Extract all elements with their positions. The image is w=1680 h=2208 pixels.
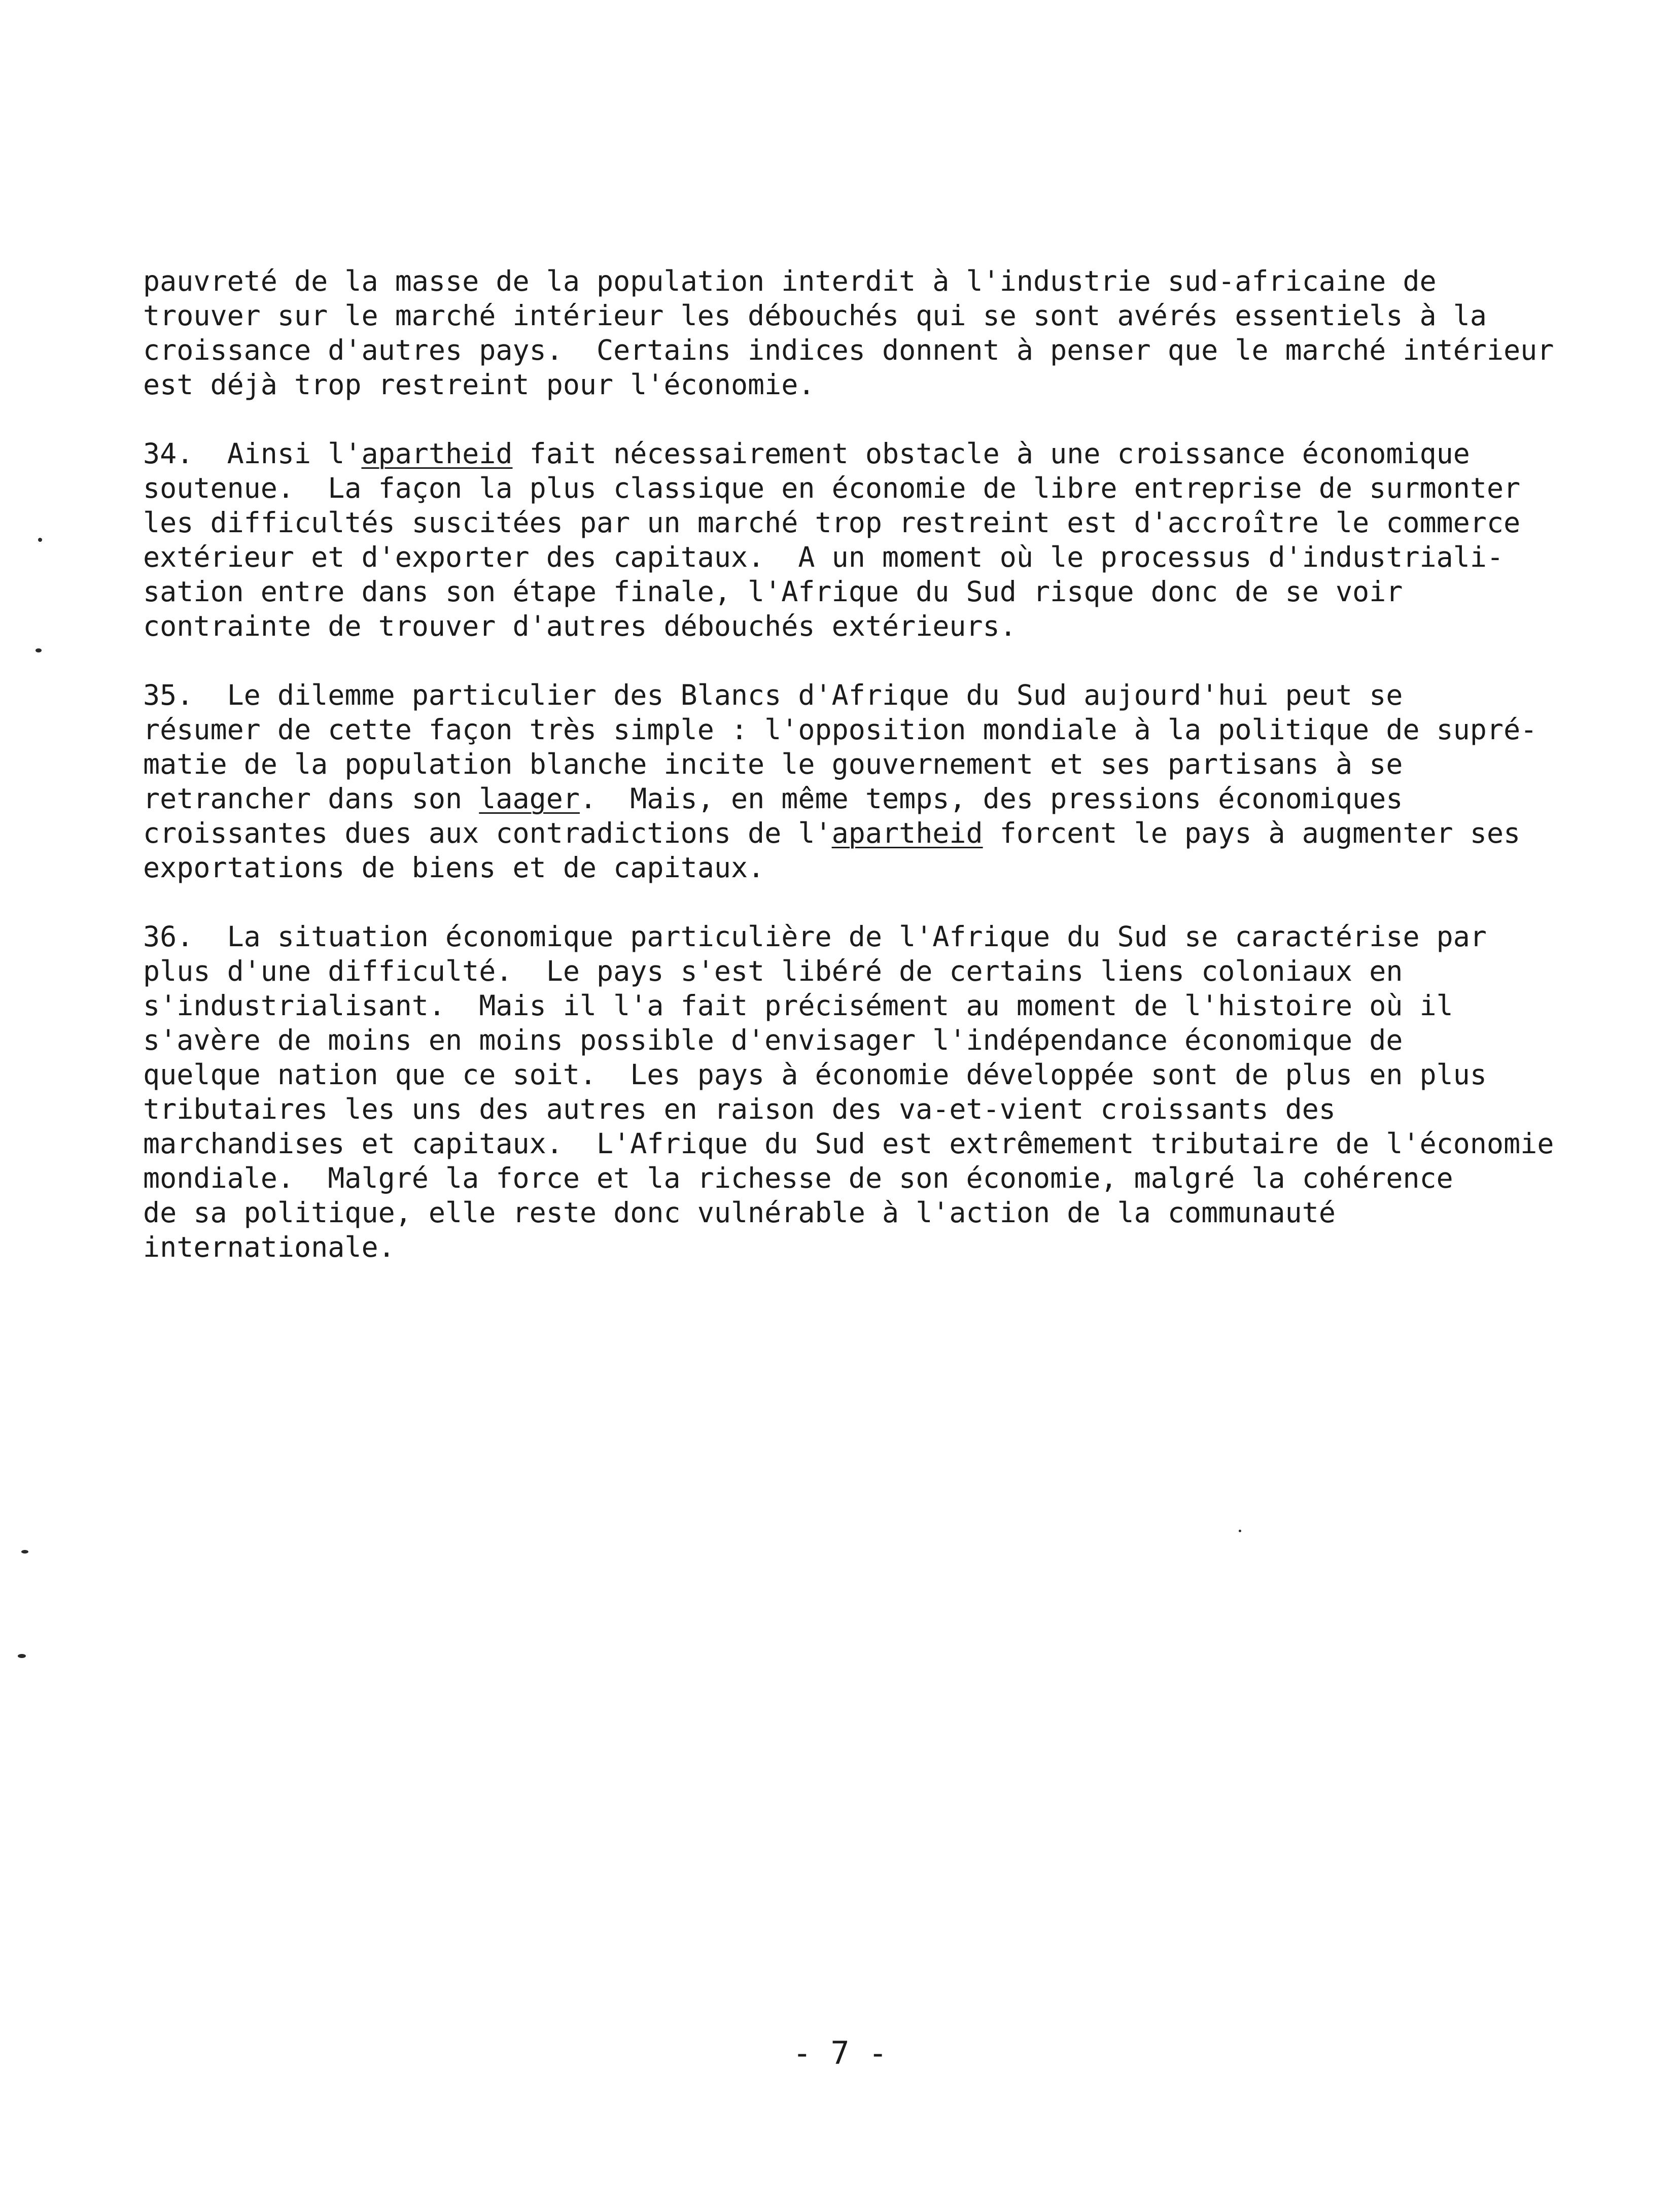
text-line: soutenue. La façon la plus classique en économie de libre entreprise de surmonter — [143, 472, 1521, 504]
text-line: quelque nation que ce soit. Les pays à économie développée sont de plus en plus — [143, 1058, 1487, 1091]
underlined-term: apartheid — [361, 437, 513, 470]
text-line: marchandises et capitaux. L'Afrique du Sud est extrêmement tributaire de l'économie — [143, 1127, 1554, 1160]
text-line: internationale. — [143, 1231, 395, 1263]
text-line: pauvreté de la masse de la population interdit à l'industrie sud-africaine de — [143, 265, 1437, 297]
text-line: trouver sur le marché intérieur les débouchés qui se sont avérés essentiels à la — [143, 299, 1487, 332]
page-number: - 7 - — [792, 2034, 888, 2072]
document-body — [143, 264, 1579, 1299]
margin-speck — [21, 1550, 28, 1554]
text-line: retrancher dans son laager. Mais, en même temps, des pressions économiques — [143, 782, 1403, 815]
text-line: croissance d'autres pays. Certains indices donnent à penser que le marché intérieur — [143, 334, 1554, 366]
text-line: 34. Ainsi l'apartheid fait nécessairement obstacle à une croissance économique — [143, 437, 1470, 470]
text-line: s'avère de moins en moins possible d'envisager l'indépendance économique de — [143, 1024, 1403, 1056]
text-line: les difficultés suscitées par un marché trop restreint est d'accroître le commerce — [143, 506, 1521, 539]
underlined-term: laager — [479, 782, 580, 815]
text-line: croissantes dues aux contradictions de l'apartheid forcent le pays à augmenter ses — [143, 817, 1521, 849]
text-line: sation entre dans son étape finale, l'Afrique du Sud risque donc de se voir — [143, 575, 1403, 608]
text-line: est déjà trop restreint pour l'économie. — [143, 368, 815, 401]
margin-speck — [36, 648, 42, 652]
paragraph — [143, 264, 1579, 402]
text-line: plus d'une difficulté. Le pays s'est libéré de certains liens coloniaux en — [143, 955, 1403, 987]
text-line: 35. Le dilemme particulier des Blancs d'Afrique du Sud aujourd'hui peut se — [143, 679, 1403, 711]
margin-speck — [18, 1654, 26, 1658]
paragraph — [143, 436, 1579, 643]
text-line: de sa politique, elle reste donc vulnérable à l'action de la communauté — [143, 1196, 1336, 1229]
text-line: s'industrialisant. Mais il l'a fait précisément au moment de l'histoire où il — [143, 989, 1453, 1022]
paragraph — [143, 678, 1579, 885]
text-line: mondiale. Malgré la force et la richesse de son économie, malgré la cohérence — [143, 1162, 1453, 1194]
text-line: 36. La situation économique particulière de l'Afrique du Sud se caractérise par — [143, 920, 1487, 953]
margin-speck — [1239, 1530, 1241, 1532]
underlined-term: apartheid — [831, 817, 983, 849]
margin-speck — [38, 538, 42, 542]
text-line: exportations de biens et de capitaux. — [143, 851, 765, 884]
paragraph — [143, 919, 1579, 1264]
text-line: contrainte de trouver d'autres débouchés extérieurs. — [143, 610, 1017, 642]
text-line: extérieur et d'exporter des capitaux. A un moment où le processus d'industriali- — [143, 541, 1504, 573]
text-line: tributaires les uns des autres en raison des va-et-vient croissants des — [143, 1093, 1336, 1125]
text-line: résumer de cette façon très simple : l'opposition mondiale à la politique de supré- — [143, 713, 1537, 746]
text-line: matie de la population blanche incite le gouvernement et ses partisans à se — [143, 748, 1403, 780]
